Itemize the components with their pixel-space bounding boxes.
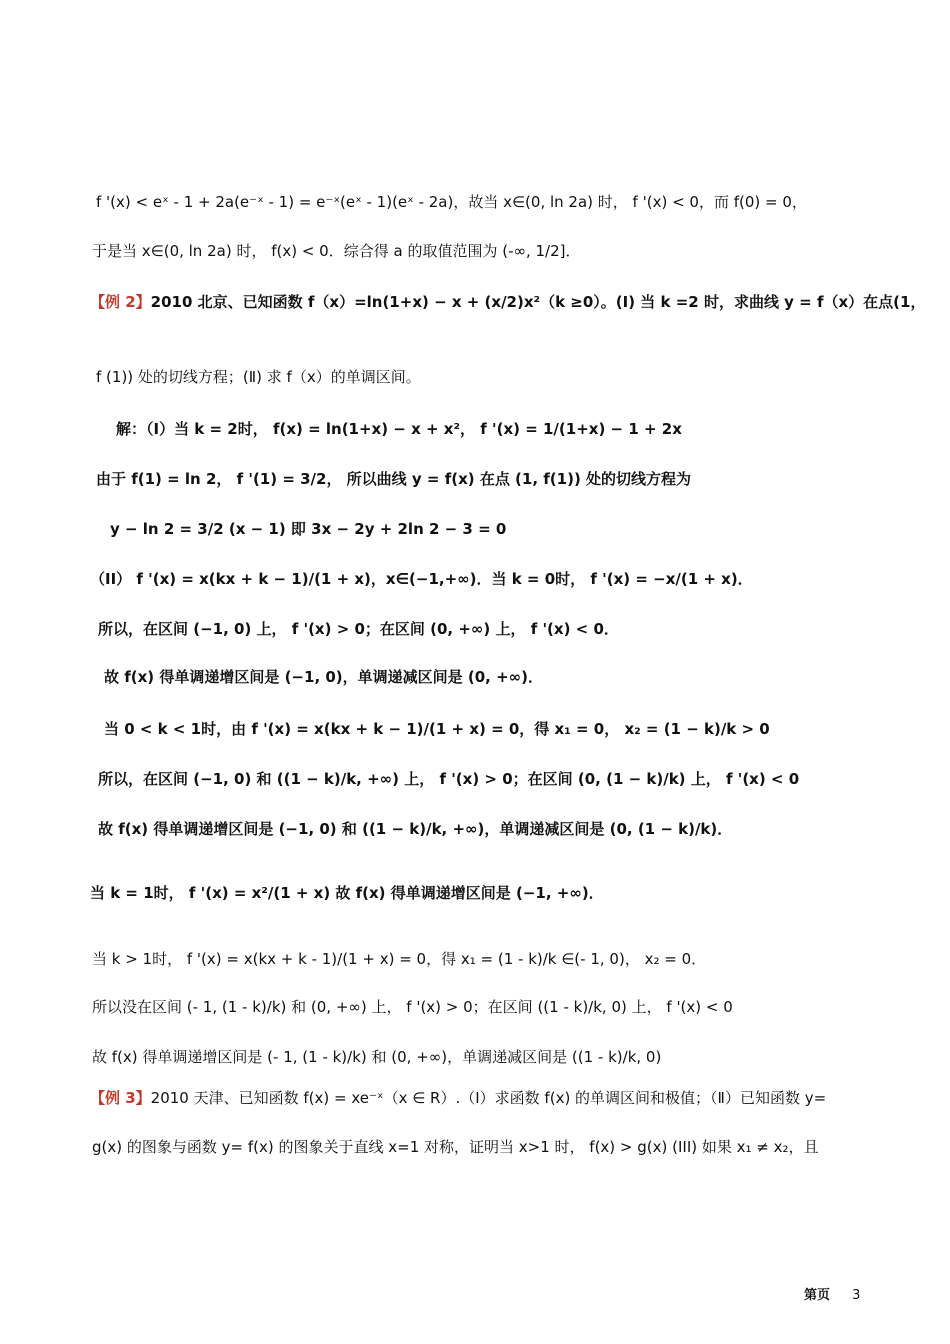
solution-part-2-derivative: （II） f '(x) = x(kx + k − 1)/(1 + x)，x∈(−1,+∞)．当 k = 0时， f '(x) = −x/(1 + x)． [90,570,753,588]
solution-k-between-0-1: 当 0 < k < 1时，由 f '(x) = x(kx + k − 1)/(1 + x) = 0，得 x₁ = 0， x₂ = (1 − k)/k > 0 [104,720,770,738]
solution-k-greater-1-intervals: 故 f(x) 得单调递增区间是 (- 1, (1 - k)/k) 和 (0, +∞)，单调递减区间是 ((1 - k)/k, 0) [92,1048,662,1066]
example-3-heading [90,1088,826,1107]
line-derivative-factor: f '(x) < eˣ - 1 + 2a(e⁻ˣ - 1) = e⁻ˣ(eˣ - 1)(eˣ - 2a)，故当 x∈(0, ln 2a) 时， f '(x) < 0，而 f(0) = 0， [96,193,807,211]
solution-k0-signs: 所以，在区间 (−1, 0) 上， f '(x) > 0；在区间 (0, +∞) 上， f '(x) < 0． [98,620,619,638]
example-3-tag: 【例 3】 [90,1089,151,1107]
page-number: 3 [852,1288,861,1303]
solution-k-equals-1: 当 k = 1时， f '(x) = x²/(1 + x) 故 f(x) 得单调递增区间是 (−1, +∞)． [90,884,604,902]
example-3-problem-line-1: 2010 天津、已知函数 f(x) = xe⁻ˣ（x ∈ R）.（Ⅰ）求函数 f(x) 的单调区间和极值；（Ⅱ）已知函数 y= [150,1089,827,1107]
solution-k-greater-1-signs: 所以没在区间 (- 1, (1 - k)/k) 和 (0, +∞) 上， f '(x) > 0；在区间 ((1 - k)/k, 0) 上， f '(x) < 0 [92,998,733,1016]
solution-k-between-0-1-intervals: 故 f(x) 得单调递增区间是 (−1, 0) 和 ((1 − k)/k, +∞)，单调递减区间是 (0, (1 − k)/k)． [98,820,733,838]
example-3-problem-line-2: g(x) 的图象与函数 y= f(x) 的图象关于直线 x=1 对称，证明当 x>1 时， f(x) > g(x) (III) 如果 x₁ ≠ x₂，且 [92,1138,819,1156]
line-range-conclusion: 于是当 x∈(0, ln 2a) 时， f(x) < 0．综合得 a 的取值范围为 (-∞, 1/2]． [92,242,581,260]
solution-part-1: 解：（I）当 k = 2时， f(x) = ln(1+x) − x + x²， f '(x) = 1/(1+x) − 1 + 2x [116,420,682,438]
solution-k-greater-1: 当 k > 1时， f '(x) = x(kx + k - 1)/(1 + x) = 0，得 x₁ = (1 - k)/k ∈(- 1, 0)， x₂ = 0． [92,950,707,968]
footer-label: 第页 [804,1288,831,1303]
solution-tangent-point: 由于 f(1) = ln 2， f '(1) = 3/2， 所以曲线 y = f(x) 在点 (1, f(1)) 处的切线方程为 [96,470,692,488]
solution-k0-intervals: 故 f(x) 得单调递增区间是 (−1, 0)，单调递减区间是 (0, +∞)． [104,668,544,686]
example-2-problem-line-2: f (1)) 处的切线方程；(Ⅱ) 求 f（x）的单调区间。 [96,368,421,386]
solution-k-between-0-1-signs: 所以，在区间 (−1, 0) 和 ((1 − k)/k, +∞) 上， f '(x) > 0；在区间 (0, (1 − k)/k) 上， f '(x) < 0 [98,770,800,788]
solution-tangent-equation: y − ln 2 = 3/2 (x − 1) 即 3x − 2y + 2ln 2 − 3 = 0 [110,520,507,538]
footer [804,1284,860,1303]
example-2-heading [90,292,925,311]
example-2-problem-line-1: 2010 北京、已知函数 f（x）=ln(1+x) − x + (x/2)x²（k ≥0）。(Ⅰ) 当 k =2 时，求曲线 y = f（x）在点(1， [150,293,926,311]
example-2-tag: 【例 2】 [90,293,151,311]
